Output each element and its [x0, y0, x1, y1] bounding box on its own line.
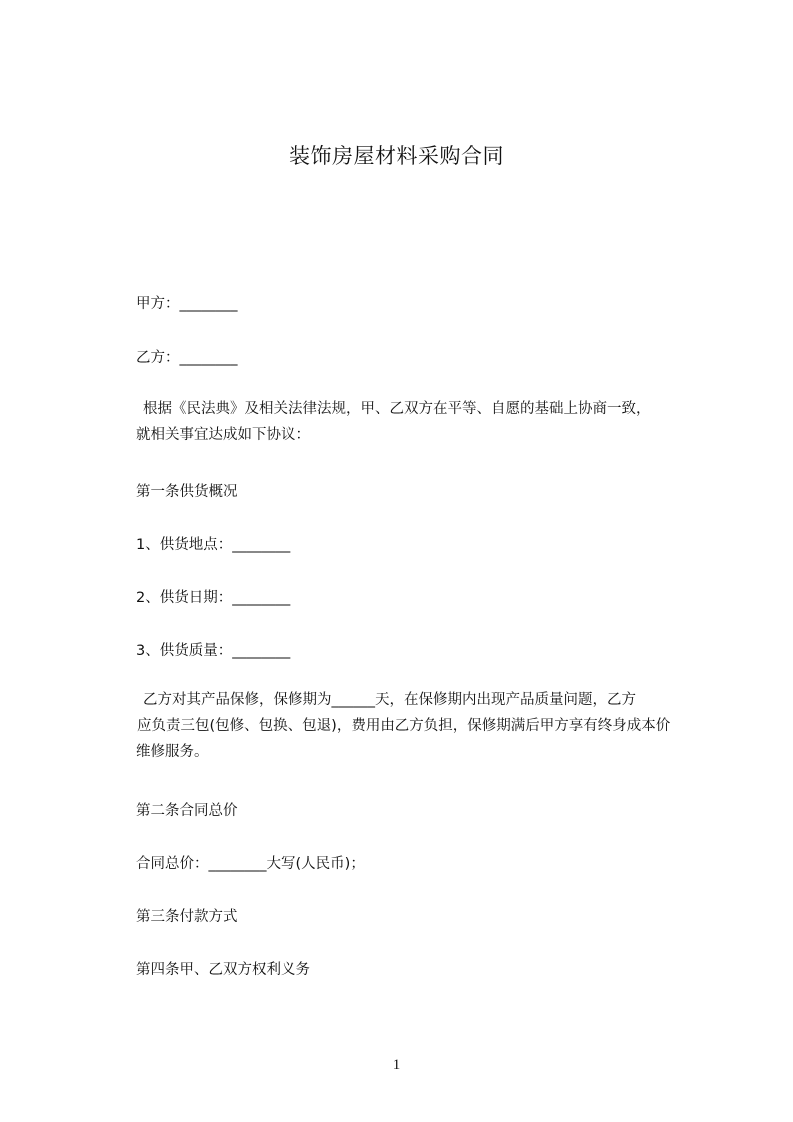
article-1-heading: 第一条供货概况	[136, 484, 238, 500]
supply-date-line: 2、供货日期：________	[136, 590, 291, 606]
intro-paragraph	[136, 396, 696, 448]
article-2-heading: 第二条合同总价	[136, 803, 238, 819]
article-3-heading: 第三条付款方式	[136, 909, 238, 925]
article-4-heading: 第四条甲、乙双方权利义务	[136, 962, 310, 978]
document-title: 装饰房屋材料采购合同	[289, 144, 504, 168]
supply-quality-line: 3、供货质量：________	[136, 643, 291, 659]
party-b-line: 乙方：________	[136, 350, 238, 366]
intro-line-1: 根据《民法典》及相关法律法规，甲、乙双方在平等、自愿的基础上协商一致，	[143, 401, 651, 417]
warranty-paragraph	[136, 687, 696, 765]
intro-line-2: 就相关事宜达成如下协议：	[136, 427, 310, 443]
page-number: 1	[392, 1057, 401, 1073]
warranty-line-1: 乙方对其产品保修，保修期为______天，在保修期内出现产品质量问题，乙方	[143, 692, 636, 708]
warranty-line-2: 应负责三包(包修、包换、包退)，费用由乙方负担，保修期满后甲方享有终身成本价	[137, 718, 671, 734]
party-a-line: 甲方：________	[136, 296, 238, 312]
supply-place-line: 1、供货地点：________	[136, 537, 291, 553]
warranty-line-3: 维修服务。	[136, 744, 209, 760]
total-price-line: 合同总价：________大写(人民币)；	[136, 856, 365, 872]
